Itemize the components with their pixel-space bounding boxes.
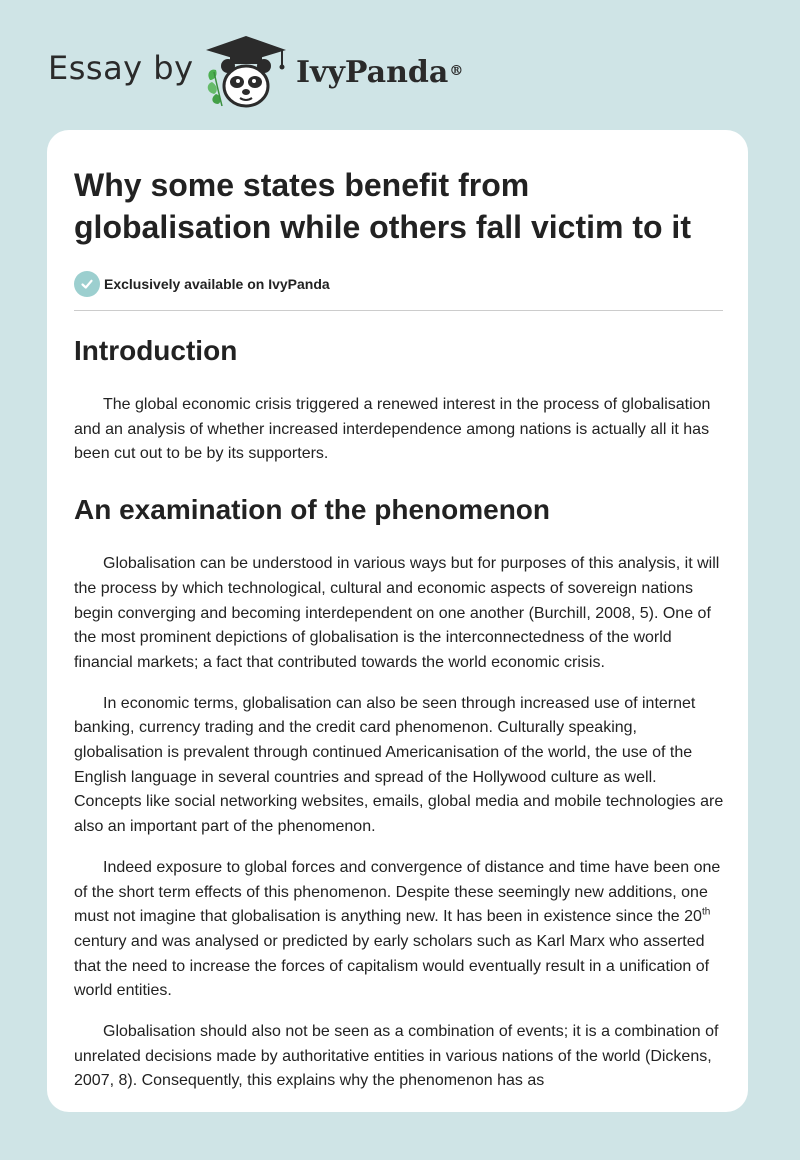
essay-content [74, 164, 724, 1094]
essay-title: Why some states benefit from globalisation while others fall victim to it [74, 167, 691, 245]
ivy-leaf-icon [208, 70, 222, 106]
essay-card [47, 130, 748, 1112]
registered-mark: ® [449, 63, 464, 79]
ordinal-suffix: th [701, 906, 711, 918]
section-heading-examination: An examination of the phenomenon [74, 494, 551, 526]
exclusive-badge-text: Exclusively available on IvyPanda [104, 276, 330, 292]
brand-name-text: IvyPanda [296, 55, 449, 90]
panda-logo-icon[interactable] [200, 34, 292, 110]
paragraph: Globalisation should also not be seen as a combination of events; it is a combination of unrelated decisions made by authoritative entities in various nations of the world (Dickens, 2007, 8). Consequently, this explains why the phenomenon has as [74, 1023, 719, 1090]
title-divider [74, 310, 723, 311]
brand-name[interactable] [296, 54, 463, 92]
paragraph: In economic terms, globalisation can also be seen through increased use of internet banking, currency trading and the credit card phenomenon. Culturally speaking, globalisation is prevalent through continued Americanisation of the world, the use of the English language in several countries and spread of the Hollywood culture as well. Concepts like social networking websites, emails, global media and mobile technologies are also an important part of the phenomenon. [74, 694, 724, 836]
paragraph-text: Indeed exposure to global forces and convergence of distance and time have been one of the short term effects of this phenomenon. Despite these seemingly new additions, one must not imagine that globalisation is anything new. It has been in existence since the 20 [74, 858, 721, 926]
paragraph: The global economic crisis triggered a renewed interest in the process of globalisation and an analysis of whether increased interdependence among nations is actually all it has been cut out to be by its supporters. [74, 396, 711, 463]
site-header [0, 0, 800, 120]
paragraph: Globalisation can be understood in various ways but for purposes of this analysis, it will the process by which technological, cultural and economic aspects of sovereign nations begin converging and becoming interdependent on one another (Burchill, 2008, 5). One of the most prominent depictions of globalisation is the interconnectedness of the world financial markets; a fact that contributed towards the world economic crisis. [74, 555, 720, 671]
section-heading-introduction: Introduction [74, 335, 238, 366]
paragraph-text: century and was analysed or predicted by early scholars such as Karl Marx who asserted that the need to increase the forces of capitalism would eventually result in a unification of world entities. [74, 932, 710, 1000]
check-icon [74, 271, 100, 297]
essay-by-label: Essay by [48, 49, 194, 87]
exclusive-badge [74, 270, 724, 298]
paragraph [74, 856, 724, 1004]
